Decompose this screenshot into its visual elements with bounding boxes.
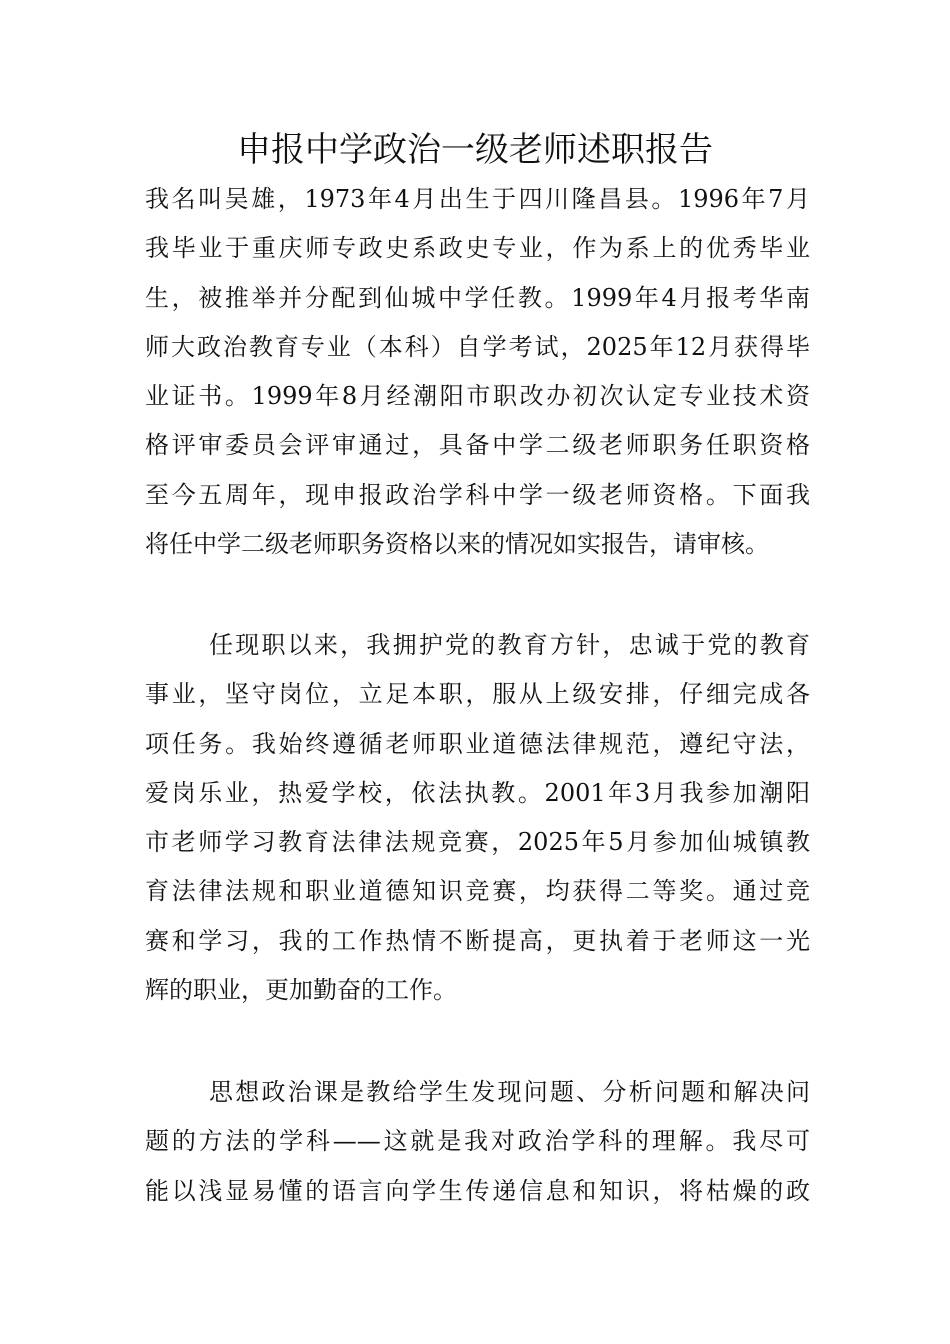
paragraph-line: 生，被推举并分配到仙城中学任教。1999年4月报考华南 — [145, 283, 810, 312]
paragraph-line: 事业，坚守岗位，立足本职，服从上级安排，仔细完成各 — [145, 680, 810, 709]
paragraph-line: 项任务。我始终遵循老师职业道德法律规范，遵纪守法， — [145, 729, 810, 758]
paragraph-line: 格评审委员会评审通过，具备中学二级老师职务任职资格 — [145, 431, 810, 460]
paragraph-line: 爱岗乐业，热爱学校，依法执教。2001年3月我参加潮阳 — [145, 778, 810, 807]
paragraph-line: 育法律法规和职业道德知识竞赛，均获得二等奖。通过竞 — [145, 877, 810, 906]
paragraph-line: 我毕业于重庆师专政史系政史专业，作为系上的优秀毕业 — [145, 234, 810, 263]
paragraph-line: 师大政治教育专业（本科）自学考试，2025年12月获得毕 — [145, 332, 810, 361]
paragraph-line: 能以浅显易懂的语言向学生传递信息和知识，将枯燥的政 — [145, 1176, 810, 1205]
paragraph-professional-ethics — [145, 621, 810, 1015]
paragraph-line: 赛和学习，我的工作热情不断提高，更执着于老师这一光 — [145, 926, 810, 955]
paragraph-line: 业证书。1999年8月经潮阳市职改办初次认定专业技术资 — [145, 382, 810, 411]
paragraph-line: 思想政治课是教给学生发现问题、分析问题和解决问 — [209, 1078, 810, 1106]
paragraph-line: 题的方法的学科——这就是我对政治学科的理解。我尽可 — [145, 1127, 810, 1156]
paragraph-line: 将任中学二级老师职务资格以来的情况如实报告，请审核。 — [145, 530, 769, 559]
paragraph-line: 任现职以来，我拥护党的教育方针，忠诚于党的教育 — [209, 631, 810, 659]
paragraph-line: 我名叫吴雄，1973年4月出生于四川隆昌县。1996年7月 — [145, 185, 810, 213]
paragraph-self-introduction — [145, 175, 810, 569]
paragraph-line: 辉的职业，更加勤奋的工作。 — [145, 976, 457, 1005]
paragraph-teaching-philosophy — [145, 1068, 810, 1216]
paragraph-line: 市老师学习教育法律法规竞赛，2025年5月参加仙城镇教 — [145, 828, 810, 857]
paragraph-line: 至今五周年，现申报政治学科中学一级老师资格。下面我 — [145, 480, 810, 509]
document-title: 申报中学政治一级老师述职报告 — [237, 130, 713, 170]
